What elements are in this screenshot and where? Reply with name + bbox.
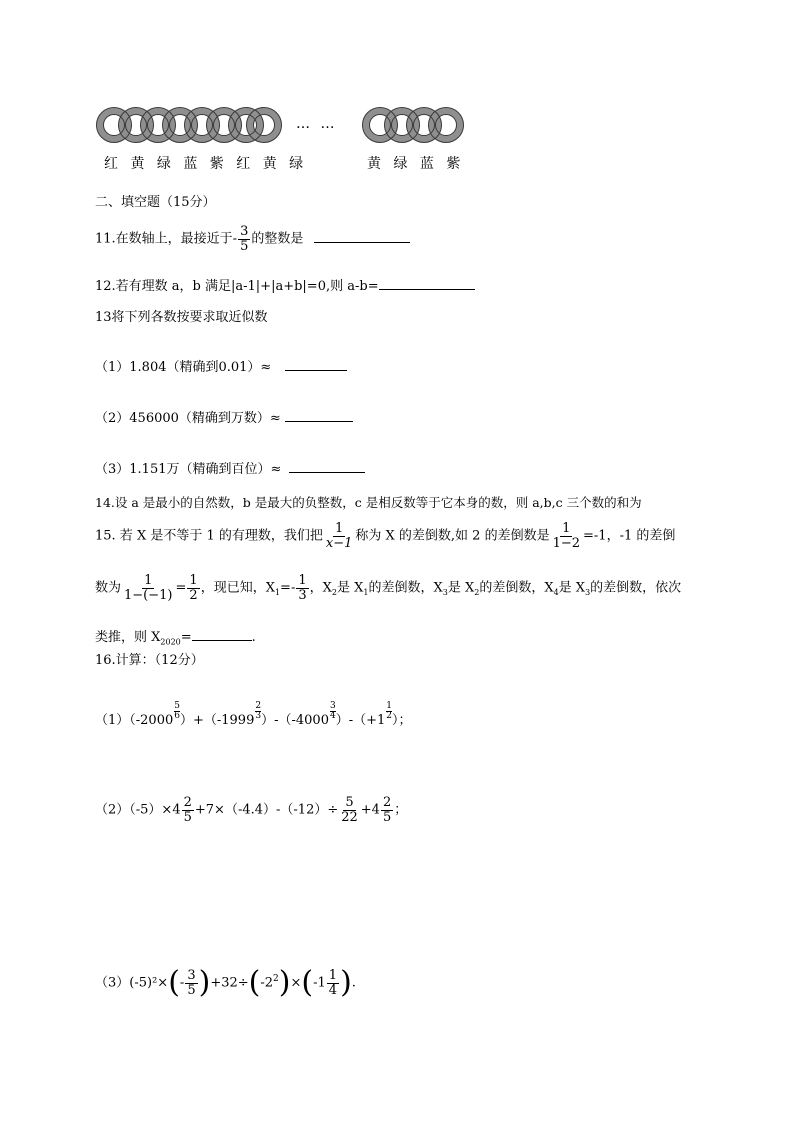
question-11: [95, 225, 410, 253]
q13-p3-text: （3）1.151万（精确到百位）≈: [95, 462, 282, 477]
q16-p2-f1-num: 2: [183, 795, 192, 810]
chain-labels-right: 黄 绿 蓝 紫: [367, 156, 465, 172]
q15-l2e: 是 X: [336, 580, 364, 596]
q16-p1-d-den: 2: [386, 711, 392, 721]
right-paren-3: ): [340, 965, 352, 1000]
q16-p2-f2-num: 5: [345, 795, 354, 810]
question-12: [95, 275, 475, 294]
q15-x1-sub-b: 1: [363, 588, 369, 598]
left-paren-2: (: [248, 965, 261, 1000]
q15-frac4-num: 1: [189, 573, 198, 588]
q16-p1-d: ）-（+1: [335, 713, 386, 728]
q16-p3-d: .: [351, 975, 356, 991]
q15-frac1-den: x−1: [325, 535, 353, 551]
q15-frac2-num: 1: [562, 521, 571, 536]
q13-part-3: [95, 458, 365, 477]
q16-p3-a: （3）(-5)²×: [95, 975, 169, 991]
q16-p3-b: +32÷: [210, 975, 249, 991]
chain-ellipsis: … …: [296, 116, 338, 132]
q15-l2c: =-: [280, 580, 296, 596]
q15-l2i: 是 X: [558, 580, 586, 596]
q16-p2-b: +7×（-4.4）-（-12）÷: [194, 802, 339, 818]
q13-p2-blank[interactable]: [285, 421, 353, 422]
chain-rings-left: [96, 104, 282, 146]
q15-x1-sub: 1: [274, 588, 281, 598]
q11-answer-blank[interactable]: [314, 242, 410, 243]
q16-p3-frac2: [327, 969, 339, 997]
question-13: 13将下列各数按要求取近似数: [95, 310, 268, 325]
q15-fraction-5: [296, 574, 308, 602]
question-15-line-3: [95, 626, 256, 647]
q16-p3-f2-num: 1: [328, 967, 338, 983]
q15-frac2-den: 1−2: [552, 535, 581, 551]
q16-p1-e: ）；: [392, 713, 412, 728]
q16-p2-f1-den: 5: [183, 809, 192, 825]
q15-l2f: 的差倒数，X: [368, 580, 443, 596]
q16-p2-frac1: [182, 796, 194, 824]
q15-x3-sub: 3: [442, 588, 448, 598]
q16-p1-b: ）+（-1999: [179, 713, 255, 728]
q15-frac3-num: 1: [144, 573, 153, 588]
q15-l2d: ，X: [309, 580, 332, 596]
right-paren-1: ): [198, 965, 211, 1000]
q15-l2j: 的差倒数，依次: [590, 580, 682, 596]
q15-x2-sub: 2: [331, 588, 337, 598]
q16-part-3: [95, 965, 356, 1000]
q16-p1-b-den: 3: [255, 711, 262, 721]
q16-part-2: [95, 796, 407, 824]
q16-p1-d-num: 1: [386, 701, 392, 711]
q16-p3-mid: -2: [260, 975, 274, 991]
q15-l1b: 称为 X 的差倒数,如 2 的差倒数是: [355, 528, 550, 544]
q15-x2020-sub: 2020: [160, 637, 181, 647]
question-15-line-2: [95, 574, 681, 602]
q15-l2b: ，现已知，X: [200, 580, 275, 596]
q13-part-1: [95, 356, 347, 375]
q15-l2a: 数为: [95, 580, 122, 596]
q16-p3-c: ×: [290, 975, 302, 991]
q16-p1-c: ）-（-4000: [261, 713, 329, 728]
q16-p1-a-num: 5: [174, 701, 180, 711]
left-paren-3: (: [301, 965, 314, 1000]
chain-labels-left: 红 黄 绿 蓝 紫 红 黄 绿: [104, 156, 308, 172]
chain-rings-right: [360, 104, 468, 146]
q16-part-1: [95, 702, 412, 728]
left-paren-1: (: [168, 965, 180, 1000]
q13-part-2: [95, 407, 353, 426]
question-14: 14.设 a 是最小的自然数，b 是最大的负整数，c 是相反数等于它本身的数，则 a,b,c 三个数的和为: [95, 495, 642, 510]
q16-p3-f2-den: 4: [328, 982, 338, 998]
q16-p2-c: +4: [360, 802, 380, 818]
q16-p3-f1-num: 3: [187, 967, 196, 983]
q11-frac-den: 5: [240, 238, 249, 254]
q15-l2g: 是 X: [447, 580, 475, 596]
q11-prefix: 11.在数轴上，最接近于-: [95, 231, 238, 247]
q15-l3b: =: [180, 630, 192, 645]
q16-p2-f3-num: 2: [382, 795, 392, 810]
q13-p3-blank[interactable]: [289, 472, 365, 473]
q15-frac5-den: 3: [298, 587, 307, 603]
q15-fraction-4: [187, 574, 199, 602]
q15-l3c: .: [251, 630, 256, 645]
q13-p2-text: （2）456000（精确到万数）≈: [95, 411, 281, 426]
q16-p2-frac3: [381, 796, 393, 824]
q15-frac5-num: 1: [298, 573, 307, 588]
q16-p1-c-num: 3: [329, 701, 336, 711]
q11-frac-num: 3: [240, 224, 249, 239]
q16-p2-d: ；: [394, 802, 408, 818]
q15-answer-blank[interactable]: [192, 640, 252, 641]
q16-p3-f2-whole: -1: [313, 975, 326, 991]
q16-p3-frac1: [185, 969, 197, 997]
q15-fraction-3: [122, 574, 174, 602]
q15-frac3-den: 1−(−1): [124, 587, 173, 603]
q15-frac1-num: 1: [334, 521, 344, 536]
q16-p3-f1-sign: -: [179, 975, 185, 991]
q15-x2-sub-b: 2: [474, 588, 480, 598]
question-15-line-1: [95, 522, 675, 550]
q13-p1-text: （1）1.804（精确到0.01）≈: [95, 360, 272, 375]
section-title: 二、填空题（15分）: [95, 195, 216, 210]
q15-l3a: 类推，则 X: [95, 630, 161, 645]
q16-p1-c-den: 4: [329, 711, 336, 721]
q16-p3-mid-sup: 2: [273, 974, 279, 985]
q16-p1-a: （1）（-2000: [95, 713, 174, 728]
q16-p2-f2-den: 22: [341, 809, 358, 825]
q15-fraction-2: [551, 522, 582, 550]
q15-fraction-1: [324, 522, 355, 550]
q11-fraction: [238, 225, 250, 253]
q15-x4-sub: 4: [553, 588, 559, 598]
q11-suffix: 的整数是: [251, 231, 304, 247]
q16-p1-b-num: 2: [255, 701, 262, 711]
q16-p2-frac2: [339, 796, 360, 824]
q13-p1-blank[interactable]: [285, 370, 347, 371]
q15-l2h: 的差倒数，X: [479, 580, 554, 596]
q15-x3-sub-b: 3: [585, 588, 591, 598]
q12-text: 12.若有理数 a，b 满足|a-1|+|a+b|=0,则 a-b=: [95, 279, 379, 294]
q12-answer-blank[interactable]: [379, 289, 475, 290]
q16-p2-a: （2）（-5）×4: [95, 802, 181, 818]
q15-l1c: =-1，-1 的差倒: [583, 528, 676, 544]
q16-p3-f1-den: 5: [187, 982, 196, 998]
q16-p1-a-den: 6: [174, 711, 180, 721]
q16-p2-f3-den: 5: [382, 809, 392, 825]
q15-frac4-den: 2: [189, 587, 198, 603]
q15-l2-eq: =: [175, 580, 187, 596]
question-16-title: 16.计算：（12分）: [95, 653, 204, 668]
right-paren-2: ): [278, 965, 291, 1000]
q15-l1a: 15. 若 X 是不等于 1 的有理数，我们把: [95, 528, 323, 544]
